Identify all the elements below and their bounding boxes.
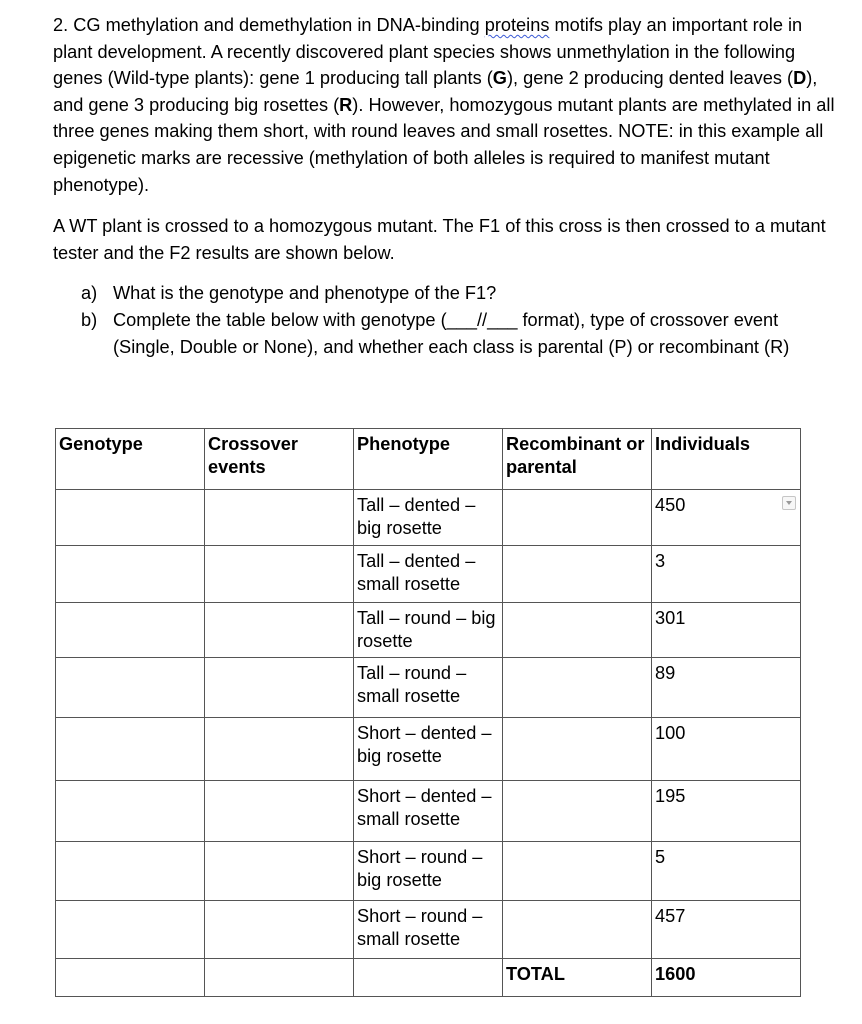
individuals-cell: 450	[652, 490, 801, 546]
crossover-cell[interactable]	[205, 842, 354, 901]
genotype-cell[interactable]	[56, 842, 205, 901]
header-crossover-events: Crossover events	[205, 429, 354, 490]
phenotype-cell: Short – dented – small rosette	[354, 781, 503, 842]
header-phenotype: Phenotype	[354, 429, 503, 490]
total-label: TOTAL	[503, 959, 652, 997]
table-row	[56, 781, 801, 842]
crossover-cell[interactable]	[205, 781, 354, 842]
crossover-cell[interactable]	[205, 546, 354, 603]
phenotype-cell: Tall – round – big rosette	[354, 603, 503, 658]
question-part-a	[53, 280, 843, 307]
dropdown-arrow-icon[interactable]	[782, 496, 796, 510]
table-row	[56, 546, 801, 603]
recombinant-cell[interactable]	[503, 901, 652, 959]
genotype-cell[interactable]	[56, 658, 205, 718]
question-number: 2.	[53, 15, 69, 35]
header-individuals: Individuals	[652, 429, 801, 490]
individuals-cell: 301	[652, 603, 801, 658]
crossover-cell[interactable]	[205, 901, 354, 959]
results-table	[55, 428, 801, 997]
crossover-cell[interactable]	[205, 603, 354, 658]
question-parts-list	[53, 280, 843, 360]
header-genotype: Genotype	[56, 429, 205, 490]
genotype-cell[interactable]	[56, 603, 205, 658]
phenotype-cell: Tall – round – small rosette	[354, 658, 503, 718]
recombinant-cell[interactable]	[503, 781, 652, 842]
recombinant-cell[interactable]	[503, 546, 652, 603]
spellcheck-word: proteins	[484, 15, 550, 35]
genotype-cell[interactable]	[56, 781, 205, 842]
recombinant-cell[interactable]	[503, 658, 652, 718]
genotype-cell[interactable]	[56, 546, 205, 603]
genotype-cell[interactable]	[56, 959, 205, 997]
genotype-cell[interactable]	[56, 718, 205, 781]
individuals-cell: 3	[652, 546, 801, 603]
individuals-cell: 457	[652, 901, 801, 959]
phenotype-cell: Short – round – small rosette	[354, 901, 503, 959]
crossover-cell[interactable]	[205, 959, 354, 997]
table-row	[56, 718, 801, 781]
crossover-cell[interactable]	[205, 490, 354, 546]
part-text: What is the genotype and phenotype of the F1?	[113, 283, 497, 304]
header-recombinant-or-parental: Recombinant or parental	[503, 429, 652, 490]
question-paragraph-2: A WT plant is crossed to a homozygous mutant. The F1 of this cross is then crossed to a mutant tester and the F2 results are shown below.	[53, 216, 826, 263]
recombinant-cell[interactable]	[503, 603, 652, 658]
individuals-cell: 100	[652, 718, 801, 781]
part-marker: a)	[81, 283, 98, 304]
part-text: Complete the table below with genotype (___//___ format), type of crossover event (Single, Double or None), and whether each class is parental (P) or recombinant (R)	[113, 309, 790, 357]
table-row	[56, 658, 801, 718]
crossover-cell[interactable]	[205, 718, 354, 781]
total-value: 1600	[652, 959, 801, 997]
crossover-cell[interactable]	[205, 658, 354, 718]
phenotype-cell: Short – dented – big rosette	[354, 718, 503, 781]
phenotype-cell: Short – round – big rosette	[354, 842, 503, 901]
recombinant-cell[interactable]	[503, 842, 652, 901]
recombinant-cell[interactable]	[503, 718, 652, 781]
individuals-cell: 5	[652, 842, 801, 901]
individuals-cell: 89	[652, 658, 801, 718]
recombinant-cell[interactable]	[503, 490, 652, 546]
individuals-cell: 195	[652, 781, 801, 842]
table-header-row	[56, 429, 801, 490]
question-part-b	[53, 307, 843, 360]
table-row	[56, 603, 801, 658]
question-block	[53, 12, 843, 360]
genotype-cell[interactable]	[56, 490, 205, 546]
table-row	[56, 490, 801, 546]
phenotype-cell: Tall – dented – big rosette	[354, 490, 503, 546]
phenotype-cell[interactable]	[354, 959, 503, 997]
table-total-row	[56, 959, 801, 997]
table-row	[56, 901, 801, 959]
genotype-cell[interactable]	[56, 901, 205, 959]
question-paragraph-1: 2. CG methylation and demethylation in DNA-binding proteins motifs play an important role in plant development. A recently discovered plant species shows unmethylation in the following genes (Wild-type plants): gene 1 producing tall plants (G), gene 2 producing dented leaves (D), and gene 3 producing big rosettes (R). However, homozygous mutant plants are methylated in all three genes making them short, with round leaves and small rosettes. NOTE: in this example all epigenetic marks are recessive (methylation of both alleles is required to manifest mutant phenotype).	[53, 15, 835, 195]
table-row	[56, 842, 801, 901]
phenotype-cell: Tall – dented – small rosette	[354, 546, 503, 603]
part-marker: b)	[81, 309, 98, 330]
